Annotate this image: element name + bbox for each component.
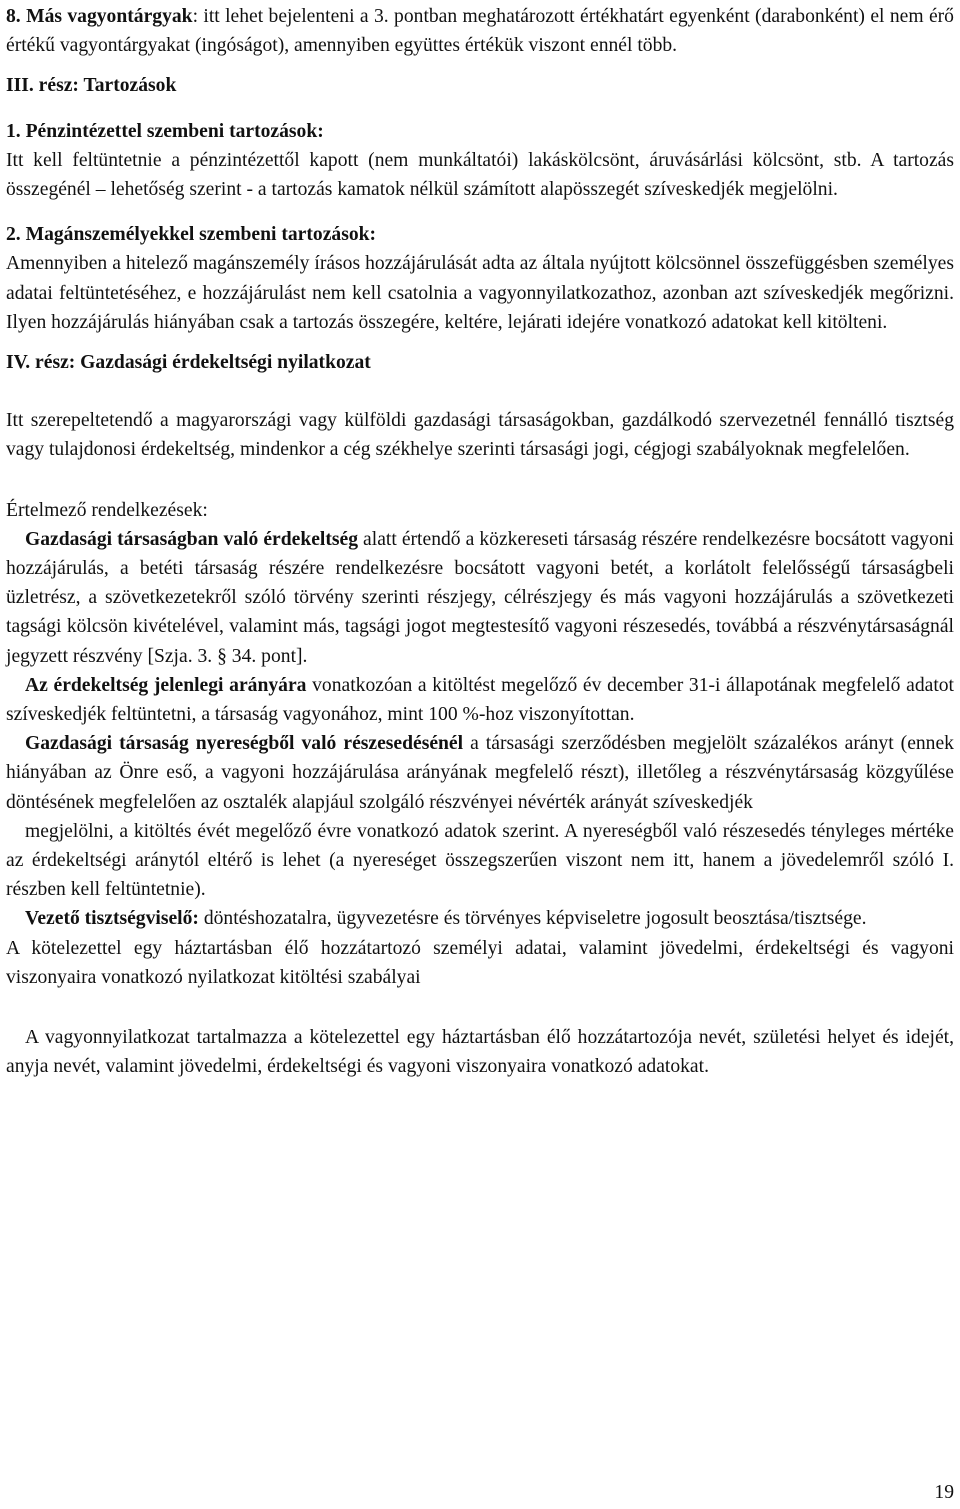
- definition-executive-text: döntéshozatalra, ügyvezetésre és törvényes képviseletre jogosult beosztása/tisztsége.: [198, 908, 867, 930]
- section-private-debts-text: Amennyiben a hitelező magánszemély írásos hozzájárulását adta az általa nyújtott kölcsönnel összefüggésben személyes adatai feltüntetéséhez, e hozzájárulást nem kell csatolnia a vagyonnyilatkozathoz, azonban azt szíveskedjék megőrizni. Ilyen hozzájárulás hiányában csak a tartozás összegére, keltére, lejárati idejére vonatkozó adatokat kell kitölteni.: [6, 253, 954, 333]
- definitions-heading: Értelmező rendelkezések:: [6, 499, 208, 521]
- definition-executive: [6, 904, 954, 933]
- definition-executive-term: Vezető tisztségviselő:: [25, 908, 199, 930]
- definition-interest-ratio-term: Az érdekeltség jelenlegi arányára: [25, 674, 307, 696]
- paragraph-household-rules: A kötelezettel egy háztartásban élő hozzátartozó személyi adatai, valamint jövedelmi, érdekeltségi és vagyoni viszonyaira vonatkozó nyilatkozat kitöltési szabályai: [6, 937, 954, 988]
- section-private-debts-heading: 2. Magánszemélyekkel szembeni tartozások:: [6, 224, 377, 246]
- other-assets-text: : itt lehet bejelenteni a 3. pontban meghatározott értékhatárt egyenként (darabonként) el nem érő értékű vagyontárgyakat (ingóságot), amennyiben együttes értékük viszont ennél több.: [6, 6, 954, 57]
- definition-interest-ratio: [6, 671, 954, 729]
- paragraph-economic-interest: Itt szerepeltetendő a magyarországi vagy külföldi gazdasági társaságokban, gazdálkodó szervezetnél fennálló tisztség vagy tulajdonosi érdekeltség, mindenkor a cég székhelye szerinti társasági jogi, cégjogi szabályoknak megfelelően.: [6, 410, 954, 461]
- page-number: 19: [934, 1482, 954, 1503]
- definition-company-interest: [6, 525, 954, 671]
- part-4-heading: IV. rész: Gazdasági érdekeltségi nyilatkozat: [6, 352, 371, 374]
- definition-profit-share-term: Gazdasági társaság nyereségből való részesedésénél: [25, 733, 464, 755]
- definition-company-interest-term: Gazdasági társaságban való érdekeltség: [25, 528, 358, 550]
- paragraph-declaration-contents: A vagyonnyilatkozat tartalmazza a kötelezettel egy háztartásban élő hozzátartozója nevét, születési helyet és idejét, anyja nevét, valamint jövedelmi, érdekeltségi és vagyoni viszonyaira vonatkozó adatokat.: [6, 1027, 954, 1078]
- definition-interest-ratio-text: vonatkozóan a kitöltést megelőző év december 31-i állapotának megfelelő adatot szíveskedjék feltüntetni, a társaság vagyonához, mint 100 %-hoz viszonyítottan.: [6, 674, 955, 726]
- definition-profit-share-continued: megjelölni, a kitöltés évét megelőző évre vonatkozó adatok szerint. A nyereségből való részesedés tényleges mértéke az érdekeltségi aránytól eltérő is lehet (a nyereséget összegszerűen viszont nem itt, hanem a jövedelemről szóló I. részben kell feltüntetnie).: [6, 820, 954, 901]
- paragraph-other-assets: [6, 2, 954, 60]
- section-bank-debts-heading: 1. Pénzintézettel szembeni tartozások:: [6, 120, 324, 142]
- definition-profit-share-text-a: a társasági szerződésben megjelölt százalékos arányt (ennek hiányában az Önre eső, a vagyoni hozzájárulása arányának megfelelő részt), illetőleg a részvénytársaság közgyűlése döntésének megfelelően az osztalék alapjául szolgáló részvényei névérték arányát szíveskedjék: [6, 733, 954, 813]
- section-bank-debts-text: Itt kell feltüntetnie a pénzintézettől kapott (nem munkáltatói) lakáskölcsönt, áruvásárlási kölcsönt, stb. A tartozás összegénél – lehetőség szerint - a tartozás kamatok nélkül számított alapösszegét szíveskedjék megjelölni.: [6, 149, 954, 201]
- definition-profit-share: [6, 729, 954, 817]
- other-assets-label: 8. Más vagyontárgyak: [6, 6, 193, 27]
- document-body: [6, 2, 954, 1082]
- part-3-heading: III. rész: Tartozások: [6, 75, 177, 97]
- definition-company-interest-text: alatt értendő a közkereseti társaság részére rendelkezésre bocsátott vagyoni hozzájárulás, a betéti társaság részére rendelkezésre bocsátott vagyoni betét, a korlátolt felelősségű társaságbeli üzletrész, a szövetkezetekről szóló törvény szerinti részjegy, célrészjegy és más vagyoni hozzájárulás a szövetkezeti tagsági kölcsön kivételével, valamint más, tagsági jogot megtestesítő vagyoni részesedés, továbbá a részvénytársaságnál jegyzett részvény [Szja. 3. § 34. pont].: [6, 528, 954, 667]
